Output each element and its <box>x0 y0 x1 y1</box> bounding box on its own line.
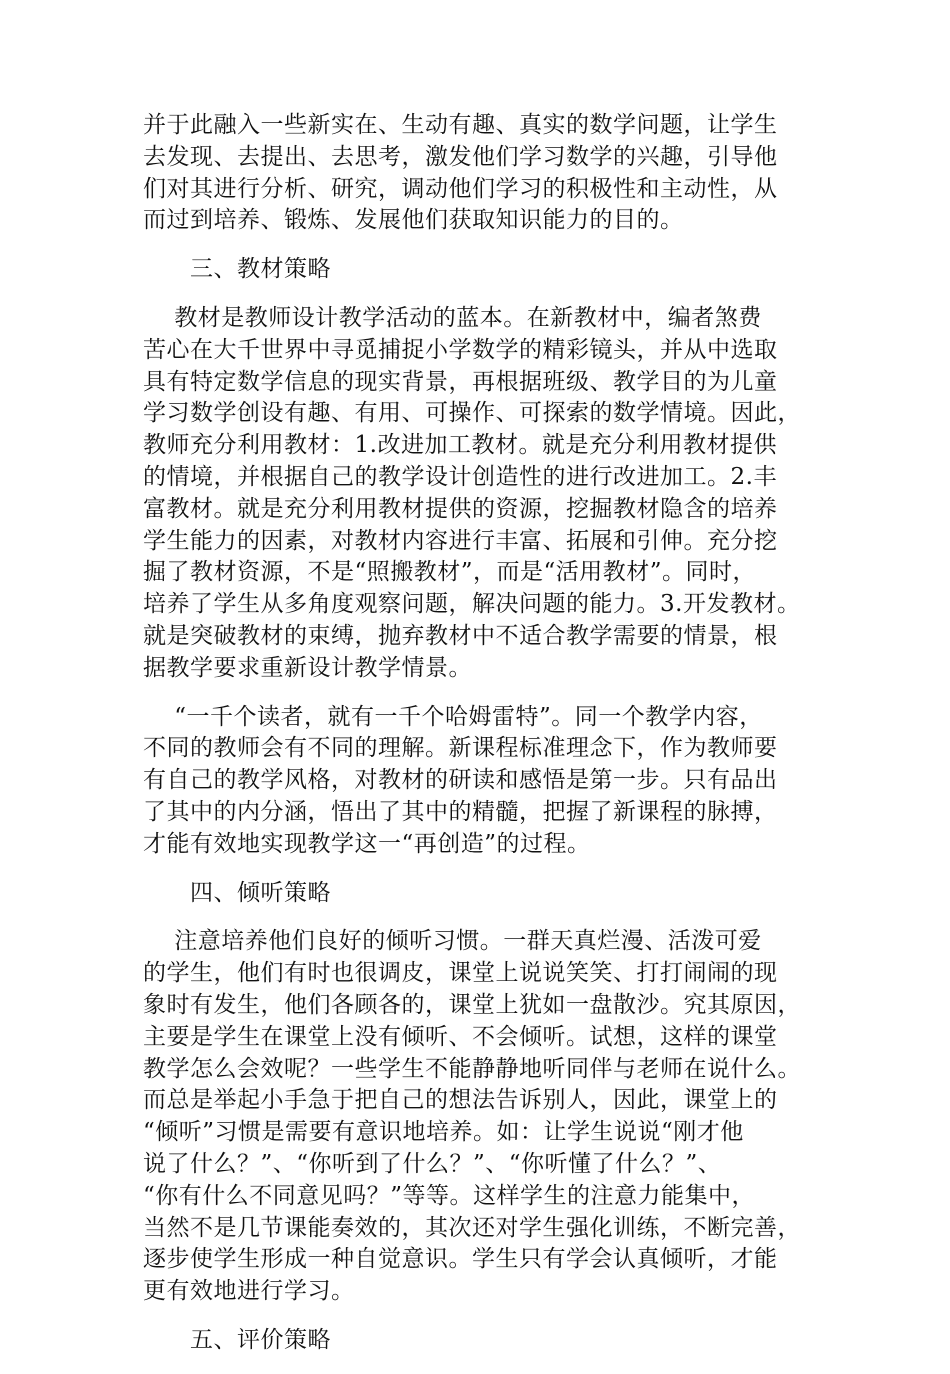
section-heading-textbook-strategy: 三、教材策略 <box>190 256 331 283</box>
text-line: 才能有效地实现教学这一“再创造”的过程。 <box>143 830 591 857</box>
text-line: 不同的教师会有不同的理解。新课程标准理念下，作为教师要 <box>143 735 778 762</box>
text-line: 更有效地进行学习。 <box>143 1278 355 1305</box>
text-line: “一千个读者，就有一千个哈姆雷特”。同一个教学内容， <box>143 703 763 730</box>
text-line: 注意培养他们良好的倾听习惯。一群天真烂漫、活泼可爱 <box>143 928 762 955</box>
paragraph-listening-strategy <box>143 926 803 1308</box>
text-line: 去发现、去提出、去思考，激发他们学习数学的兴趣，引导他 <box>143 143 778 170</box>
text-line: 教材是教师设计教学活动的蓝本。在新教材中，编者煞费 <box>143 304 762 331</box>
paragraph-intro-continuation <box>143 110 803 237</box>
paragraph-textbook-strategy <box>143 303 803 685</box>
text-line: 而总是举起小手急于把自己的想法告诉别人，因此，课堂上的 <box>143 1087 778 1114</box>
text-line: 教学怎么会效呢？一些学生不能静静地听同伴与老师在说什么。 <box>143 1055 801 1082</box>
section-heading-evaluation-strategy: 五、评价策略 <box>190 1326 331 1353</box>
document-page <box>143 110 803 1374</box>
text-line: 具有特定数学信息的现实背景，再根据班级、教学目的为儿童 <box>143 368 778 395</box>
text-line: 们对其进行分析、研究，调动他们学习的积极性和主动性，从 <box>143 175 778 202</box>
text-line: 的情境，并根据自己的教学设计创造性的进行改进加工。2.丰 <box>143 463 777 490</box>
text-line: 培养了学生从多角度观察问题，解决问题的能力。3.开发教材。 <box>143 591 801 618</box>
text-line: 当然不是几节课能奏效的，其次还对学生强化训练，不断完善， <box>143 1214 801 1241</box>
text-line: 学习数学创设有趣、有用、可操作、可探索的数学情境。因此， <box>143 400 801 427</box>
section-heading-listening-strategy: 四、倾听策略 <box>190 879 331 906</box>
text-line: “你有什么不同意见吗？”等等。这样学生的注意力能集中， <box>143 1182 756 1209</box>
text-line: 象时有发生，他们各顾各的，课堂上犹如一盘散沙。究其原因， <box>143 991 801 1018</box>
text-line: 学生能力的因素，对教材内容进行丰富、拓展和引伸。充分挖 <box>143 527 778 554</box>
text-line: 教师充分利用教材：1.改进加工教材。就是充分利用教材提供 <box>143 432 777 459</box>
text-line: 了其中的内分涵，悟出了其中的精髓，把握了新课程的脉搏， <box>143 798 778 825</box>
text-line: 掘了教材资源，不是“照搬教材”，而是“活用教材”。同时， <box>143 559 757 586</box>
text-line: 就是突破教材的束缚，抛弃教材中不适合教学需要的情景，根 <box>143 622 778 649</box>
text-line: 有自己的教学风格，对教材的研读和感悟是第一步。只有品出 <box>143 767 778 794</box>
text-line: 说了什么？”、“你听到了什么？”、“你听懂了什么？”、 <box>143 1150 722 1177</box>
text-line: 并于此融入一些新实在、生动有趣、真实的数学问题，让学生 <box>143 112 778 138</box>
text-line: “倾听”习惯是需要有意识地培养。如：让学生说说“刚才他 <box>143 1119 744 1146</box>
text-line: 而过到培养、锻炼、发展他们获取知识能力的目的。 <box>143 207 684 234</box>
text-line: 苦心在大千世界中寻觅捕捉小学数学的精彩镜头，并从中选取 <box>143 336 778 363</box>
text-line: 富教材。就是充分利用教材提供的资源，挖掘教材隐含的培养 <box>143 495 778 522</box>
text-line: 逐步使学生形成一种自觉意识。学生只有学会认真倾听，才能 <box>143 1246 778 1273</box>
paragraph-hamlet-quote <box>143 702 803 861</box>
text-line: 的学生，他们有时也很调皮，课堂上说说笑笑、打打闹闹的现 <box>143 960 778 987</box>
text-line: 据教学要求重新设计教学情景。 <box>143 654 472 681</box>
text-line: 主要是学生在课堂上没有倾听、不会倾听。试想，这样的课堂 <box>143 1023 778 1050</box>
